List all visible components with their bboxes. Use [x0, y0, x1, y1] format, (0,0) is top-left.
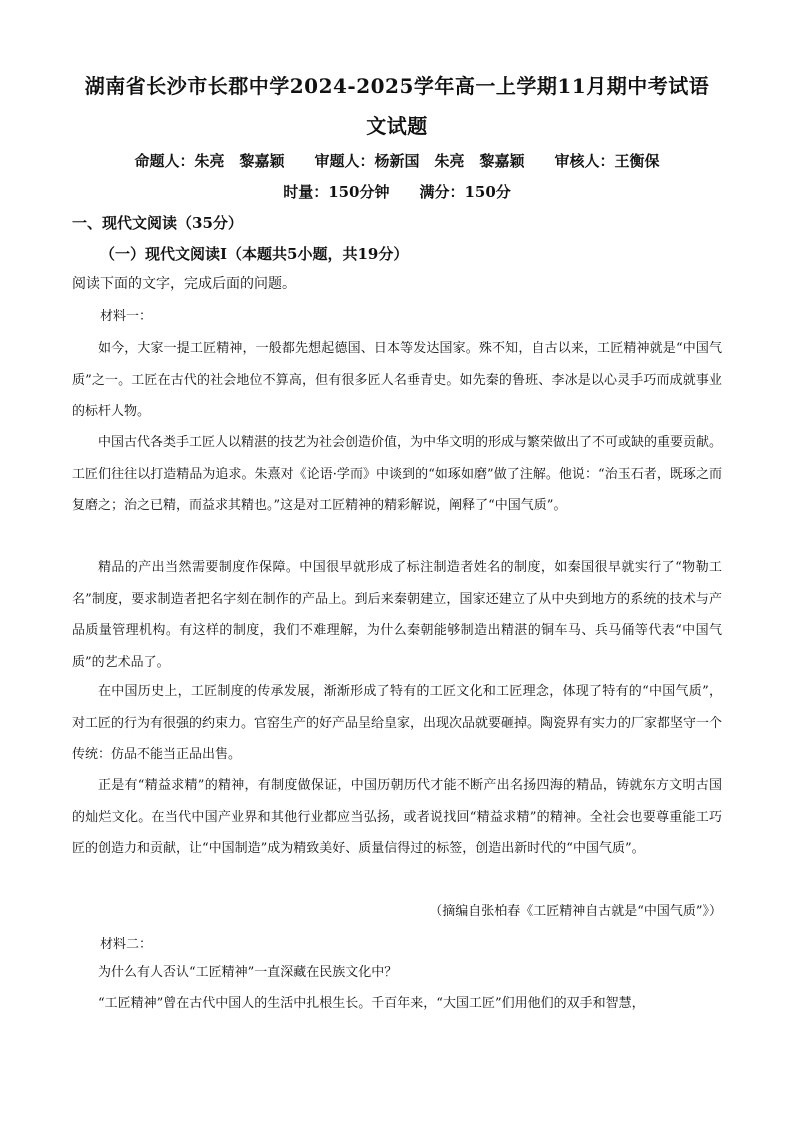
exam-title-line2: 文试题: [366, 114, 428, 138]
material1-paragraph: 在中国历史上，工匠制度的传承发展，渐渐形成了特有的工匠文化和工匠理念，体现了特有的“中国气质”，对工匠的行为有很强的约束力。官窑生产的好产品呈给皇家，出现次品就要砸掉。陶瓷界有实力的厂家都坚守一个传统：仿品不能当正品出售。: [72, 684, 723, 762]
material1-paragraph: 中国古代各类手工匠人以精湛的技艺为社会创造价值，为中华文明的形成与繁荣做出了不可或缺的重要贡献。工匠们往往以打造精品为追求。朱熹对《论语·学而》中谈到的“如琢如磨”做了注解。他说：“治玉石者，既琢之而复磨之；治之已精，而益求其精也。”这是对工匠精神的精彩解说，阐释了“中国气质”。: [72, 435, 723, 513]
material1-paragraph: 如今，大家一提工匠精神，一般都先想起德国、日本等发达国家。殊不知，自古以来，工匠精神就是“中国气质”之一。工匠在古代的社会地位不算高，但有很多匠人名垂青史。如先秦的鲁班、李冰是以心灵手巧而成就事业的标杆人物。: [72, 341, 722, 419]
subsection-heading: （一）现代文阅读Ⅰ（本题共5小题，共19分）: [100, 245, 409, 263]
material1-paragraph: 精品的产出当然需要制度作保障。中国很早就形成了标注制造者姓名的制度，如秦国很早就实行了“物勒工名”制度，要求制造者把名字刻在制作的产品上。到后来秦朝建立，国家还建立了从中央到地方的系统的技术与产品质量管理机构。有这样的制度，我们不难理解，为什么秦朝能够制造出精湛的铜车马、兵马俑等代表“中国气质”的艺术品了。: [72, 560, 722, 670]
exam-title-line1: 湖南省长沙市长郡中学2024-2025学年高一上学期11月期中考试语: [84, 74, 710, 98]
material1-source: （摘编自张柏春《工匠精神自古就是“中国气质”》）: [429, 904, 722, 919]
material2-label: 材料二：: [100, 937, 153, 952]
material1-label: 材料一：: [100, 309, 153, 324]
exam-time-score: 时量：150分钟 满分：150分: [283, 183, 511, 201]
material1-paragraph: 正是有“精益求精”的精神，有制度做保证，中国历朝历代才能不断产出名扬四海的精品，铸就东方文明古国的灿烂文化。在当代中国产业界和其他行业都应当弘扬，或者说找回“精益求精”的精神。全社会也要尊重能工巧匠的创造力和贡献，让“中国制造”成为精致美好、质量信得过的标签，创造出新时代的“中国气质”。: [72, 778, 722, 856]
exam-authors: 命题人：朱亮 黎嘉颖 审题人：杨新国 朱亮 黎嘉颖 审核人：王衡保: [134, 152, 660, 170]
reading-instruction: 阅读下面的文字，完成后面的问题。: [72, 276, 296, 292]
section-heading: 一、现代文阅读（35分）: [72, 214, 243, 232]
material2-paragraph: “工匠精神”曾在古代中国人的生活中扎根生长。千百年来，“大国工匠”们用他们的双手和智慧，: [98, 996, 645, 1011]
material2-paragraph: 为什么有人否认“工匠精神”一直深藏在民族文化中？: [98, 965, 398, 980]
